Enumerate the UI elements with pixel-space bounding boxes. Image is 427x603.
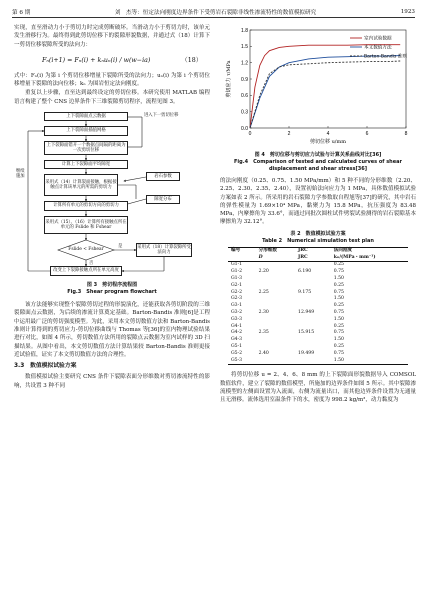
table-cell: 0.25 — [333, 282, 344, 288]
shear-stress-chart — [220, 24, 416, 150]
equation-number: （18） — [181, 56, 202, 64]
table-cell — [295, 358, 331, 365]
table-cell — [256, 337, 295, 344]
fc-step-pointcloud: 上下裂隙面点云数据 — [44, 112, 128, 121]
y-tick-label: 0.0 — [241, 125, 248, 132]
table-cell: 0.25 — [333, 323, 344, 329]
table-row — [228, 330, 408, 337]
fc-step-height: 改变上下裂隙接触点所在单元高度 — [50, 266, 122, 276]
table-cell: 19.499 — [298, 350, 315, 356]
table-cell: G4-3 — [231, 337, 243, 343]
table-cell: G2-3 — [231, 296, 243, 302]
x-tick-label: 6 — [365, 131, 369, 137]
fc-continue-label: 继续施加 — [16, 169, 25, 180]
running-title: 刘 杰等：恒定法向刚度边界条件下受剪岩石裂隙非线性渗流特性的数值模拟研究 — [114, 9, 317, 16]
table-body — [228, 262, 408, 365]
table-cell — [295, 337, 331, 344]
table-cell — [256, 296, 295, 303]
table-cell: 0.25 — [333, 343, 344, 349]
fc-aperture-dist: 隙宽分布 — [146, 195, 180, 204]
table-cell — [295, 283, 331, 290]
fc-step-interpolate: 上下裂隙面插值网格 — [44, 126, 128, 136]
table-cell: 9.175 — [298, 289, 312, 295]
table-cell: 0.75 — [333, 309, 344, 315]
table-cell: 2.35 — [258, 330, 269, 336]
paragraph: 数值模拟试验主要研究 CNS 条件下裂隙表面分形维数对剪切渗流特性的影响，共设置 3 种不同 — [14, 374, 210, 389]
table-row — [228, 303, 408, 310]
issue-number: 第 6 期 — [12, 9, 31, 16]
table-cell: 12.949 — [298, 309, 315, 315]
table-cell: 0.75 — [333, 330, 344, 336]
th-sub-blank — [228, 255, 256, 262]
left-column — [14, 24, 210, 391]
paragraph: 将剪切位移 u = 2、4、6、8 mm 的上下裂隙面形貌数据导入 COMSOL 数值软件，建立了裂隙的数值模型，所施加的边界条件如图 5 所示。其中裂隙渗流模型的左侧面设置为入流面，右侧为流量出口，而其他边界条件设置为无通量且无滑移。流体选用室温条件下的水，密度为 998.2 kg/m³，动力黏度为 — [220, 372, 416, 404]
legend-entry: Barton-Bandis 准则 — [364, 54, 407, 60]
y-axis-label: 剪切应力 τ/MPa — [226, 60, 232, 98]
y-tick-label: 1.5 — [241, 44, 248, 51]
table-cell: G1-2 — [231, 269, 243, 275]
fc-step-normal-force: 采用式（18）计算裂隙所受法向力 — [137, 244, 191, 256]
legend-entry: 本文数值方法 — [364, 45, 392, 51]
table-cell: G1-1 — [231, 262, 243, 268]
table-row — [228, 262, 408, 269]
table-2 — [228, 247, 408, 366]
table-cell — [256, 358, 295, 365]
table-row — [228, 310, 408, 317]
table-2-title-cn: 表 2 数值模拟试验方案 — [290, 230, 346, 237]
table-cell: 0.75 — [333, 350, 344, 356]
x-axis-label: 剪切位移 u/mm — [310, 139, 346, 145]
table-cell — [256, 276, 295, 283]
table-cell — [295, 303, 331, 310]
table-cell: 0.75 — [333, 269, 344, 275]
table-row — [228, 290, 408, 297]
y-tick-label: 0.3 — [241, 109, 248, 116]
table-cell: G3-1 — [231, 303, 243, 309]
y-tick-label: 0.9 — [241, 76, 248, 83]
th-fractal: 分形维数 — [256, 247, 295, 254]
table-cell: G3-2 — [231, 309, 243, 315]
legend-entry: 室内试验数据 — [364, 36, 392, 42]
fc-no-label: 否 — [89, 261, 94, 267]
table-cell — [295, 296, 331, 303]
table-cell — [256, 344, 295, 351]
fc-step-aperture: 计算上下裂隙面平均隙宽 — [44, 160, 128, 169]
table-cell — [295, 276, 331, 283]
table-cell: 0.75 — [333, 289, 344, 295]
x-tick-label: 4 — [326, 131, 330, 137]
th-sub-kn: kₙ/(MPa・mm⁻¹) — [331, 255, 408, 262]
table-cell: G3-3 — [231, 316, 243, 322]
fc-next-label: 进入下一剪切位移 — [144, 113, 179, 119]
right-column — [220, 24, 416, 406]
table-cell: 2.30 — [258, 309, 269, 315]
paragraph: 式中：Fₙ(i) 为第 i 个剪切位移增量下裂隙所受的法向力；uₙ(i) 为第 i 个剪切位移增量下裂隙的法向位移；kₙ 为围岩恒定法向刚度。 — [14, 72, 210, 88]
table-row — [228, 337, 408, 344]
page-number: 1923 — [400, 8, 415, 15]
y-tick-label: 0.6 — [241, 93, 248, 100]
table-cell: G5-1 — [231, 343, 243, 349]
table-cell: G4-1 — [231, 323, 243, 329]
paragraph: 重复以上步骤，直至达到最终设定的剪切位移。本研究使用 MATLAB 编程语言构建了整个 CNS 边界条件下三维裂隙剪切程序，流程见图 3。 — [14, 90, 210, 105]
table-cell — [256, 283, 295, 290]
table-cell: 1.50 — [331, 358, 408, 365]
figure-3-caption-en: Fig.3 Shear program flowchart — [67, 289, 157, 296]
fc-step-offset: 上下裂隙面错开一个数据点间隔的距离为一次剪切位移 — [44, 141, 128, 155]
fc-rock-params: 岩石参数 — [146, 172, 180, 181]
table-cell — [256, 303, 295, 310]
table-row — [228, 296, 408, 303]
table-row — [228, 283, 408, 290]
y-tick-label: 1.8 — [241, 27, 248, 34]
table-cell: 6.190 — [298, 269, 312, 275]
table-cell: 1.50 — [333, 316, 344, 322]
section-heading: 3.3 数值模拟试验方案 — [14, 363, 77, 370]
fc-decision-label: Fslide < Fshear — [68, 247, 104, 253]
table-cell: G5-3 — [228, 358, 256, 365]
x-tick-label: 8 — [404, 131, 408, 137]
fc-step-shear-force: 计算所有单元的剪切方向的剪切力 — [44, 201, 128, 211]
th-sub-d: D — [256, 255, 295, 262]
table-row — [228, 344, 408, 351]
table-cell: 0.25 — [333, 303, 344, 309]
table-cell: G5-2 — [231, 350, 243, 356]
table-cell: 2.20 — [258, 269, 269, 275]
table-cell — [256, 317, 295, 324]
table-cell — [295, 317, 331, 324]
fc-step-contact: 采用式（14）计算裂面接触，根据接触点计算该单元的所需的剪切力 — [44, 174, 118, 196]
th-stiffness: 法向刚度 — [331, 247, 408, 254]
figure-4-caption-cn: 图 4 剪切位移与剪切应力试验与计算关系曲线对比[36] — [254, 152, 382, 158]
figure-3-caption-cn: 图 3 剪切程序流程图 — [86, 282, 138, 289]
th-sub-jrc: JRC — [295, 255, 331, 262]
paragraph: 该方法能够实现整个裂隙剪切过程的形貌演化，还能获取各剪切阶段的三维裂隙面点云数据，为后续的渗流计算奠定基础。Barton-Bandis 准则[6]是工程中运用最广泛的剪切强度模型。为此，采用本文剪切数值方法和 Barton-Bandis 准则计算得到的剪切应力-剪切位移曲线与 Thomas 等[36]的室内物理试验结果进行对比，如图 4 所示，剪切数值方法所用的裂隙点云数据为室内试样的 3D 扫描结果。从图中看出，本文剪切数值方法计算结果较 Barton-Bandis 准则更接近试验值，证实了本文剪切数值方法的合理性。 — [14, 302, 210, 358]
table-row — [228, 276, 408, 283]
table-cell: 15.915 — [298, 330, 315, 336]
table-cell: 0.25 — [333, 262, 344, 268]
table-2-title-en: Table 2 Numerical simulation test plan — [262, 237, 374, 244]
table-cell: 1.50 — [333, 296, 344, 302]
table-cell: 2.40 — [258, 350, 269, 356]
table-cell — [295, 344, 331, 351]
table-cell: 2.25 — [258, 289, 269, 295]
th-id: 编号 — [228, 247, 256, 254]
running-header — [12, 6, 415, 18]
table-row — [228, 351, 408, 358]
series-line-1 — [250, 56, 400, 128]
table-row — [228, 358, 408, 365]
paragraph: 的法向刚度（0.25、0.75、1.50 MPa/mm）和 5 种不同的分形维数（2.20、2.25、2.30、2.35、2.40），设置初始法向应力为 1 MPa，具体数值模拟试验方案如表 2 所示。所采用的岩石裂隙力学参数取自程旭等[37]的研究，其中岩石的弹性模量为 1.69×10⁴ MPa，黏聚力为 15.8 MPa，抗压强度为 83.48 MPa，内摩擦角为 33.6°，而通过同批次圆柱试件劈裂试验测得的岩石裂隙基本摩擦角为 32.12°。 — [220, 178, 416, 226]
series-line-2 — [250, 61, 400, 128]
fc-step-slide-shear: 采用式（15）、（16）计算所有接触点所在单元的 Fslide 和 Fshear — [44, 216, 128, 234]
flowchart — [14, 109, 210, 279]
figure-4-caption-en: Fig.4 Comparison of tested and calculated curves of shear displacement and shear stress[36] — [234, 159, 402, 172]
table-cell: G2-2 — [231, 289, 243, 295]
table-cell: 1.50 — [333, 337, 344, 343]
table-row — [228, 269, 408, 276]
th-jrc: JRC — [295, 247, 331, 254]
y-tick-label: 1.2 — [241, 60, 248, 67]
figure-4-chart — [220, 24, 416, 150]
x-tick-label: 0 — [248, 131, 252, 137]
equation-18 — [14, 50, 210, 72]
paragraph: 实现，直至滑动力小于剪切力时完成剪断破坏。当滑动力小于剪切力时，该单元发生滑移行为。最终得到此剪切位移下的裂隙形貌数据，并通过式（18）计算下一剪切位移裂隙所受的法向力： — [14, 25, 210, 48]
table-cell: G1-3 — [231, 275, 243, 281]
table-cell: G4-2 — [231, 330, 243, 336]
table-cell: G2-1 — [231, 282, 243, 288]
table-cell: 1.50 — [333, 275, 344, 281]
table-row — [228, 324, 408, 331]
fc-yes-label: 是 — [118, 244, 123, 250]
x-tick-label: 2 — [287, 131, 291, 137]
table-row — [228, 317, 408, 324]
equation-body: Fₙ(i+1) = Fₙ(i) + kₙuₙ(i) / w(w−ia) — [42, 56, 151, 64]
